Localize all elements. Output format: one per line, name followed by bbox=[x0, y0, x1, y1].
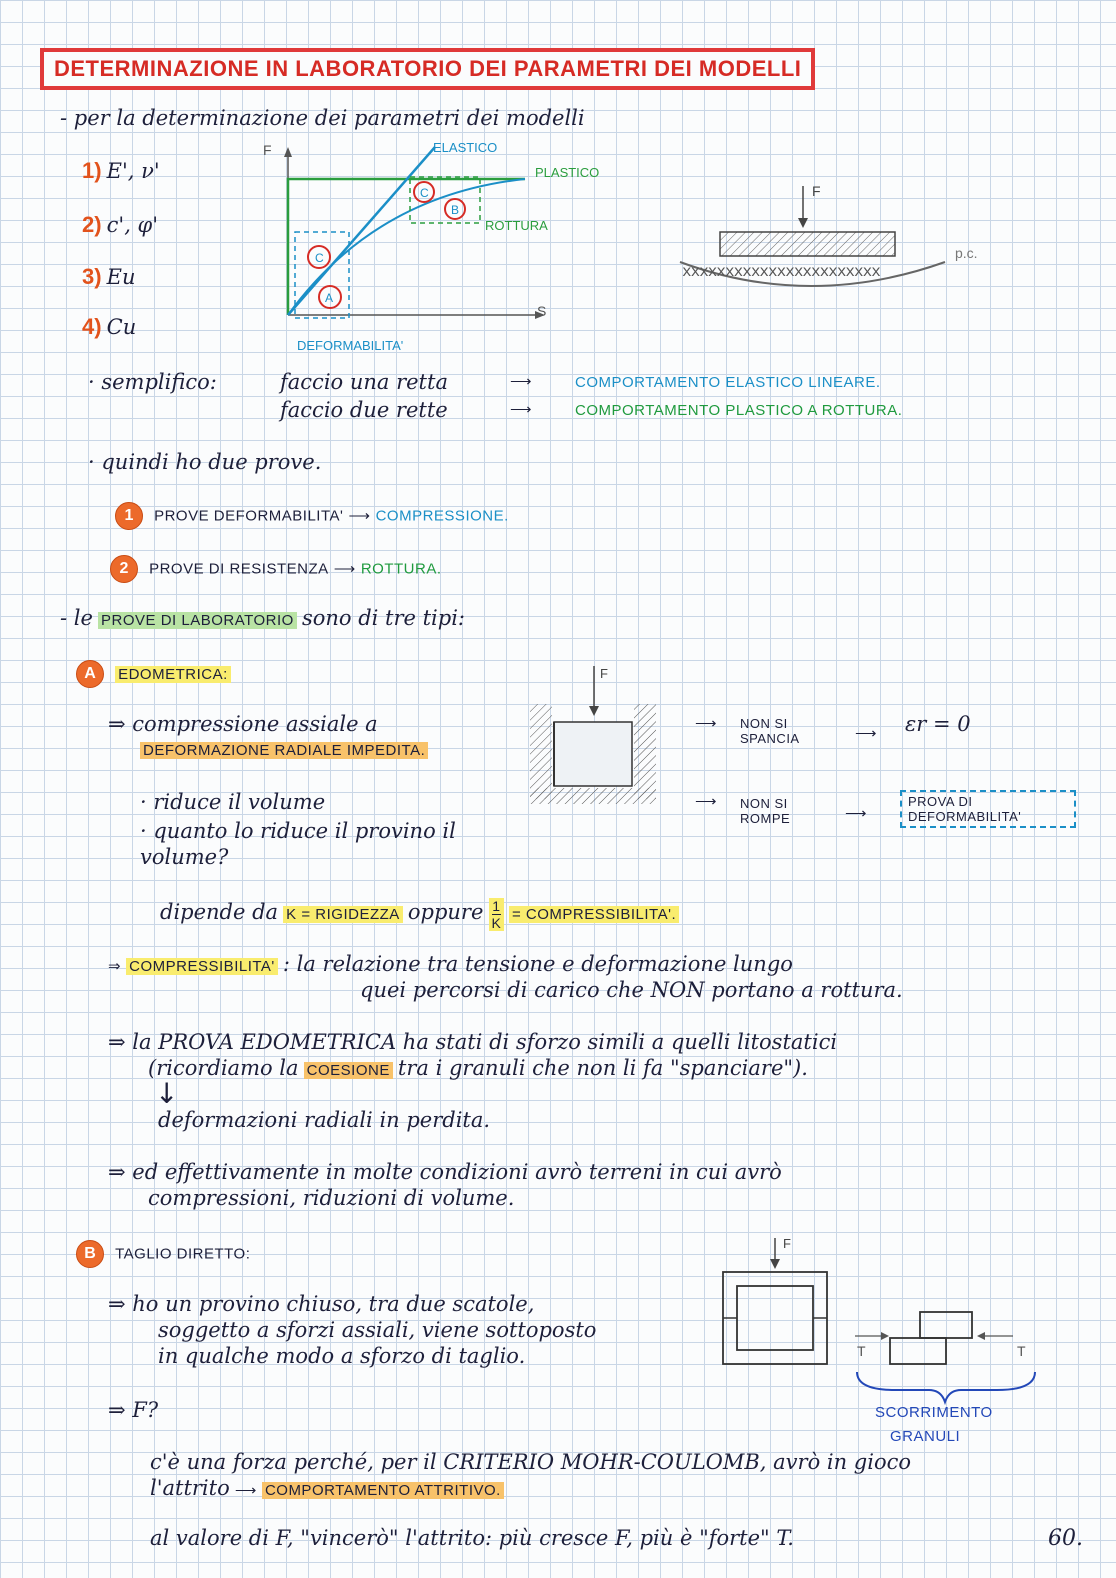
param-1-text: E', ν' bbox=[106, 159, 160, 183]
oedometer-sketch bbox=[522, 660, 662, 810]
param-3-text: Eu bbox=[106, 265, 136, 289]
edo-arrow-1: ⟶ bbox=[695, 715, 718, 732]
section-b-badge: B bbox=[76, 1240, 104, 1268]
compr-text1: : la relazione tra tensione e deformazione lungo bbox=[282, 952, 793, 976]
scorrimento-label-1: SCORRIMENTO bbox=[875, 1404, 993, 1421]
semplifico-line1: faccio una retta bbox=[280, 370, 448, 394]
foundation-force-label: F bbox=[812, 183, 821, 199]
lab-post: sono di tre tipi: bbox=[301, 606, 466, 630]
label-rottura: ROTTURA bbox=[485, 218, 548, 233]
semplifico-lead: · semplifico: bbox=[88, 370, 217, 394]
prova-2-text: PROVE DI RESISTENZA bbox=[149, 560, 329, 578]
pc-label: p.c. bbox=[955, 245, 978, 261]
prova-1-badge: 1 bbox=[115, 502, 143, 530]
graph-y-arrow bbox=[284, 147, 292, 157]
lab-intro bbox=[60, 606, 465, 630]
prova-2 bbox=[110, 555, 442, 583]
graph-y-label: F bbox=[263, 142, 272, 158]
section-a-line1: ⇒ compressione assiale a bbox=[108, 712, 378, 736]
marker-a: A bbox=[325, 291, 334, 305]
prova-1-arrow: ⟶ bbox=[348, 507, 371, 525]
shear-force-head bbox=[770, 1259, 780, 1269]
lab-highlight: PROVE DI LABORATORIO bbox=[98, 612, 297, 629]
prova-2-badge: 2 bbox=[110, 555, 138, 583]
intro-text: - per la determinazione dei parametri dei modelli bbox=[60, 106, 585, 130]
oedometer-wall-right bbox=[634, 704, 656, 799]
rupture-zone bbox=[410, 177, 480, 223]
oedometer-force-head bbox=[589, 706, 599, 716]
f-question: ⇒ F? bbox=[108, 1398, 159, 1422]
dipende-post: = COMPRESSIBILITA'. bbox=[509, 906, 679, 923]
edo-line1: ⇒ la PROVA EDOMETRICA ha stati di sforzo simili a quelli litostatici bbox=[108, 1030, 838, 1054]
prova-1-text: PROVE DEFORMABILITA' bbox=[154, 507, 344, 525]
dipende-fraction bbox=[489, 898, 504, 931]
eff-line2: compressioni, riduzioni di volume. bbox=[148, 1186, 515, 1210]
dipende-mid: oppure bbox=[407, 900, 484, 924]
edo-line2-post: tra i granuli che non li fa "spanciare"). bbox=[397, 1056, 808, 1080]
section-b-line2: soggetto a sforzi assiali, viene sottoposto bbox=[158, 1318, 597, 1342]
t-right-head bbox=[977, 1332, 985, 1340]
section-a-badge: A bbox=[76, 660, 104, 688]
compr-label: COMPRESSIBILITA' bbox=[126, 958, 278, 975]
semplifico-result1: COMPORTAMENTO ELASTICO LINEARE. bbox=[575, 374, 881, 391]
coulomb-line1: c'è una forza perché, per il CRITERIO MOHR-COULOMB, avrò in gioco bbox=[150, 1450, 912, 1474]
oedometer-wall-left bbox=[530, 704, 552, 799]
semplifico-result2: COMPORTAMENTO PLASTICO A ROTTURA. bbox=[575, 402, 903, 419]
edo-line2-pre: (ricordiamo la bbox=[148, 1056, 299, 1080]
scorrimento-brace bbox=[857, 1372, 1035, 1402]
marker-c-low: C bbox=[315, 251, 324, 265]
shear-box-inner bbox=[737, 1286, 813, 1350]
page-title: DETERMINAZIONE IN LABORATORIO DEI PARAMETRI DEI MODELLI bbox=[40, 48, 815, 90]
semplifico-arrow2: ⟶ bbox=[510, 401, 533, 418]
label-deformabilita: DEFORMABILITA' bbox=[297, 338, 404, 353]
edo-arrow-2b: ⟶ bbox=[845, 805, 868, 822]
stress-strain-graph bbox=[255, 135, 635, 355]
edo-arrow2-result: PROVA DI DEFORMABILITA' bbox=[900, 790, 1076, 828]
compr-text2: quei percorsi di carico che NON portano a rottura. bbox=[360, 978, 903, 1002]
label-plastico: PLASTICO bbox=[535, 165, 600, 180]
prova-1-result: COMPRESSIONE. bbox=[375, 507, 509, 525]
t-left-label: T bbox=[857, 1343, 866, 1359]
fraction-numerator: 1 bbox=[492, 898, 501, 914]
compressibilita-def bbox=[108, 952, 793, 976]
edo-line3: deformazioni radiali in perdita. bbox=[158, 1108, 491, 1132]
section-a-title: EDOMETRICA: bbox=[115, 666, 231, 683]
edo-line2 bbox=[148, 1056, 808, 1080]
quindi-text: · quindi ho due prove. bbox=[88, 450, 322, 474]
section-a-line2: DEFORMAZIONE RADIALE IMPEDITA. bbox=[140, 742, 428, 759]
lab-pre: - le bbox=[60, 606, 93, 630]
page-number: 60. bbox=[1048, 1526, 1083, 1551]
semplifico-arrow1: ⟶ bbox=[510, 373, 533, 390]
dipende-k: K = RIGIDEZZA bbox=[283, 906, 403, 923]
down-arrow: ↓ bbox=[155, 1077, 179, 1110]
param-2-num: 2) bbox=[82, 212, 102, 237]
coulomb-arrow: ⟶ bbox=[234, 1482, 257, 1499]
oedometer-force-label: F bbox=[600, 666, 608, 681]
fraction-denominator: K bbox=[491, 915, 501, 931]
param-1-num: 1) bbox=[82, 158, 102, 183]
edo-arrow-1b: ⟶ bbox=[855, 725, 878, 742]
graph-x-label: S bbox=[537, 303, 547, 319]
label-elastico: ELASTICO bbox=[433, 140, 498, 155]
soil-hatching: xxxxxxxxxxxxxxxxxxxxxxx bbox=[682, 263, 880, 281]
shear-upper-half bbox=[920, 1312, 972, 1338]
foundation-sketch bbox=[670, 180, 1030, 310]
elastic-line bbox=[288, 147, 435, 315]
coulomb-line2-pre: l'attrito bbox=[150, 1476, 230, 1500]
t-left-head bbox=[881, 1332, 889, 1340]
param-2-text: c', φ' bbox=[106, 213, 159, 237]
coulomb-line2 bbox=[150, 1476, 504, 1500]
edo-coesione: COESIONE bbox=[304, 1062, 393, 1079]
foundation-slab bbox=[720, 232, 895, 256]
param-4-text: Cu bbox=[106, 315, 137, 339]
param-2 bbox=[82, 212, 158, 238]
prova-1 bbox=[115, 502, 509, 530]
prova-2-result: ROTTURA. bbox=[360, 560, 442, 578]
param-3-num: 3) bbox=[82, 264, 102, 289]
shear-lower-half bbox=[890, 1338, 946, 1364]
compr-arrow: ⇒ bbox=[108, 958, 122, 975]
section-a-header bbox=[76, 660, 231, 688]
param-1 bbox=[82, 158, 160, 184]
dipende-pre: dipende da bbox=[160, 900, 279, 924]
coulomb-highlight: COMPORTAMENTO ATTRITIVO. bbox=[262, 1482, 504, 1499]
dipende-line bbox=[160, 898, 679, 931]
oedometer-sample bbox=[554, 722, 632, 786]
section-b-line3: in qualche modo a sforzo di taglio. bbox=[158, 1344, 526, 1368]
section-b-line1: ⇒ ho un provino chiuso, tra due scatole, bbox=[108, 1292, 535, 1316]
marker-c-high: C bbox=[420, 186, 429, 200]
shear-force-label: F bbox=[783, 1236, 791, 1251]
edo-arrow1-text: NON SI SPANCIA bbox=[740, 716, 800, 746]
edo-arrow1-result: εr = 0 bbox=[905, 712, 971, 736]
param-4-num: 4) bbox=[82, 314, 102, 339]
param-3 bbox=[82, 264, 136, 290]
marker-b: B bbox=[451, 203, 460, 217]
bullet-quanto: · quanto lo riduce il provino il volume? bbox=[140, 819, 456, 869]
param-4 bbox=[82, 314, 136, 340]
section-b-title: TAGLIO DIRETTO: bbox=[115, 1245, 251, 1263]
prova-2-arrow: ⟶ bbox=[333, 560, 356, 578]
scorrimento-label-2: GRANULI bbox=[890, 1428, 961, 1445]
foundation-force-head bbox=[798, 218, 808, 228]
coulomb-line3: al valore di F, "vincerò" l'attrito: più cresce F, più è "forte" T. bbox=[150, 1526, 794, 1550]
semplifico-line2: faccio due rette bbox=[280, 398, 448, 422]
eff-line1: ⇒ ed effettivamente in molte condizioni avrò terreni in cui avrò bbox=[108, 1160, 782, 1184]
bullet-riduce: · riduce il volume bbox=[140, 790, 326, 814]
oedometer-base bbox=[530, 788, 656, 804]
section-b-header bbox=[76, 1240, 250, 1268]
edo-arrow2-text: NON SI ROMPE bbox=[740, 796, 791, 826]
t-right-label: T bbox=[1017, 1343, 1026, 1359]
edo-arrow-2: ⟶ bbox=[695, 793, 718, 810]
